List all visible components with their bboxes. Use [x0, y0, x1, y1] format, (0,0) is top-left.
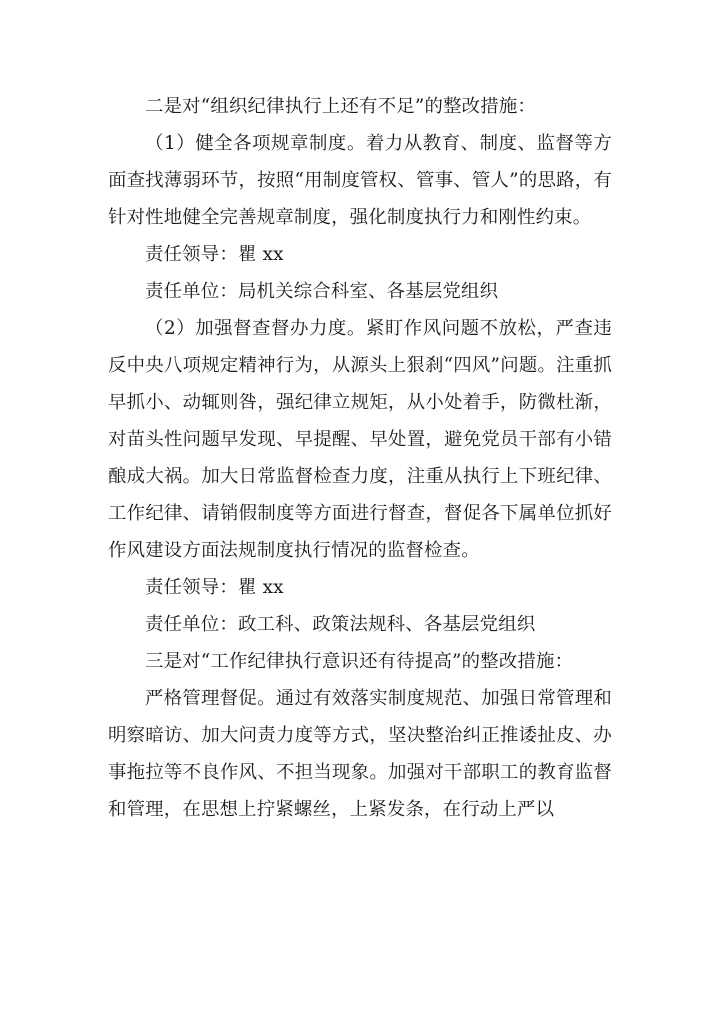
- responsible-leader-1: 责任领导：瞿 xx: [145, 244, 284, 265]
- measure-paragraph-2: （2）加强督查督办力度。紧盯作风问题不放松，严查违反中央八项规定精神行为，从源头上狠刹“四风”问题。注重抓早抓小、动辄则咎，强纪律立规矩，从小处着手，防微杜渐，对苗头性问题早发现、早提醒、早处置，避免党员干部有小错酿成大祸。加大日常监督检查力度，注重从执行上下班纪律、工作纪律、请销假制度等方面进行督查，督促各下属单位抓好作风建设方面法规制度执行情况的监督检查。: [108, 318, 612, 561]
- responsible-unit-2: 责任单位：政工科、政策法规科、各基层党组织: [145, 614, 536, 635]
- document-body: [108, 88, 612, 828]
- responsible-leader-2: 责任领导：瞿 xx: [145, 577, 284, 598]
- measure-paragraph-3: 严格管理督促。通过有效落实制度规范、加强日常管理和明察暗访、加大问责力度等方式，坚决整治纠正推诿扯皮、办事拖拉等不良作风、不担当现象。加强对干部职工的教育监督和管理，在思想上拧紧螺丝，上紧发条，在行动上严以: [108, 688, 612, 820]
- section-heading-third: 三是对“工作纪律执行意识还有待提高”的整改措施：: [145, 651, 574, 672]
- responsible-unit-1: 责任单位：局机关综合科室、各基层党组织: [145, 281, 499, 302]
- section-heading-second: 二是对“组织纪律执行上还有不足”的整改措施：: [145, 96, 537, 117]
- measure-paragraph-1: （1）健全各项规章制度。着力从教育、制度、监督等方面查找薄弱环节，按照“用制度管权、管事、管人”的思路，有针对性地健全完善规章制度，强化制度执行力和刚性约束。: [108, 133, 612, 228]
